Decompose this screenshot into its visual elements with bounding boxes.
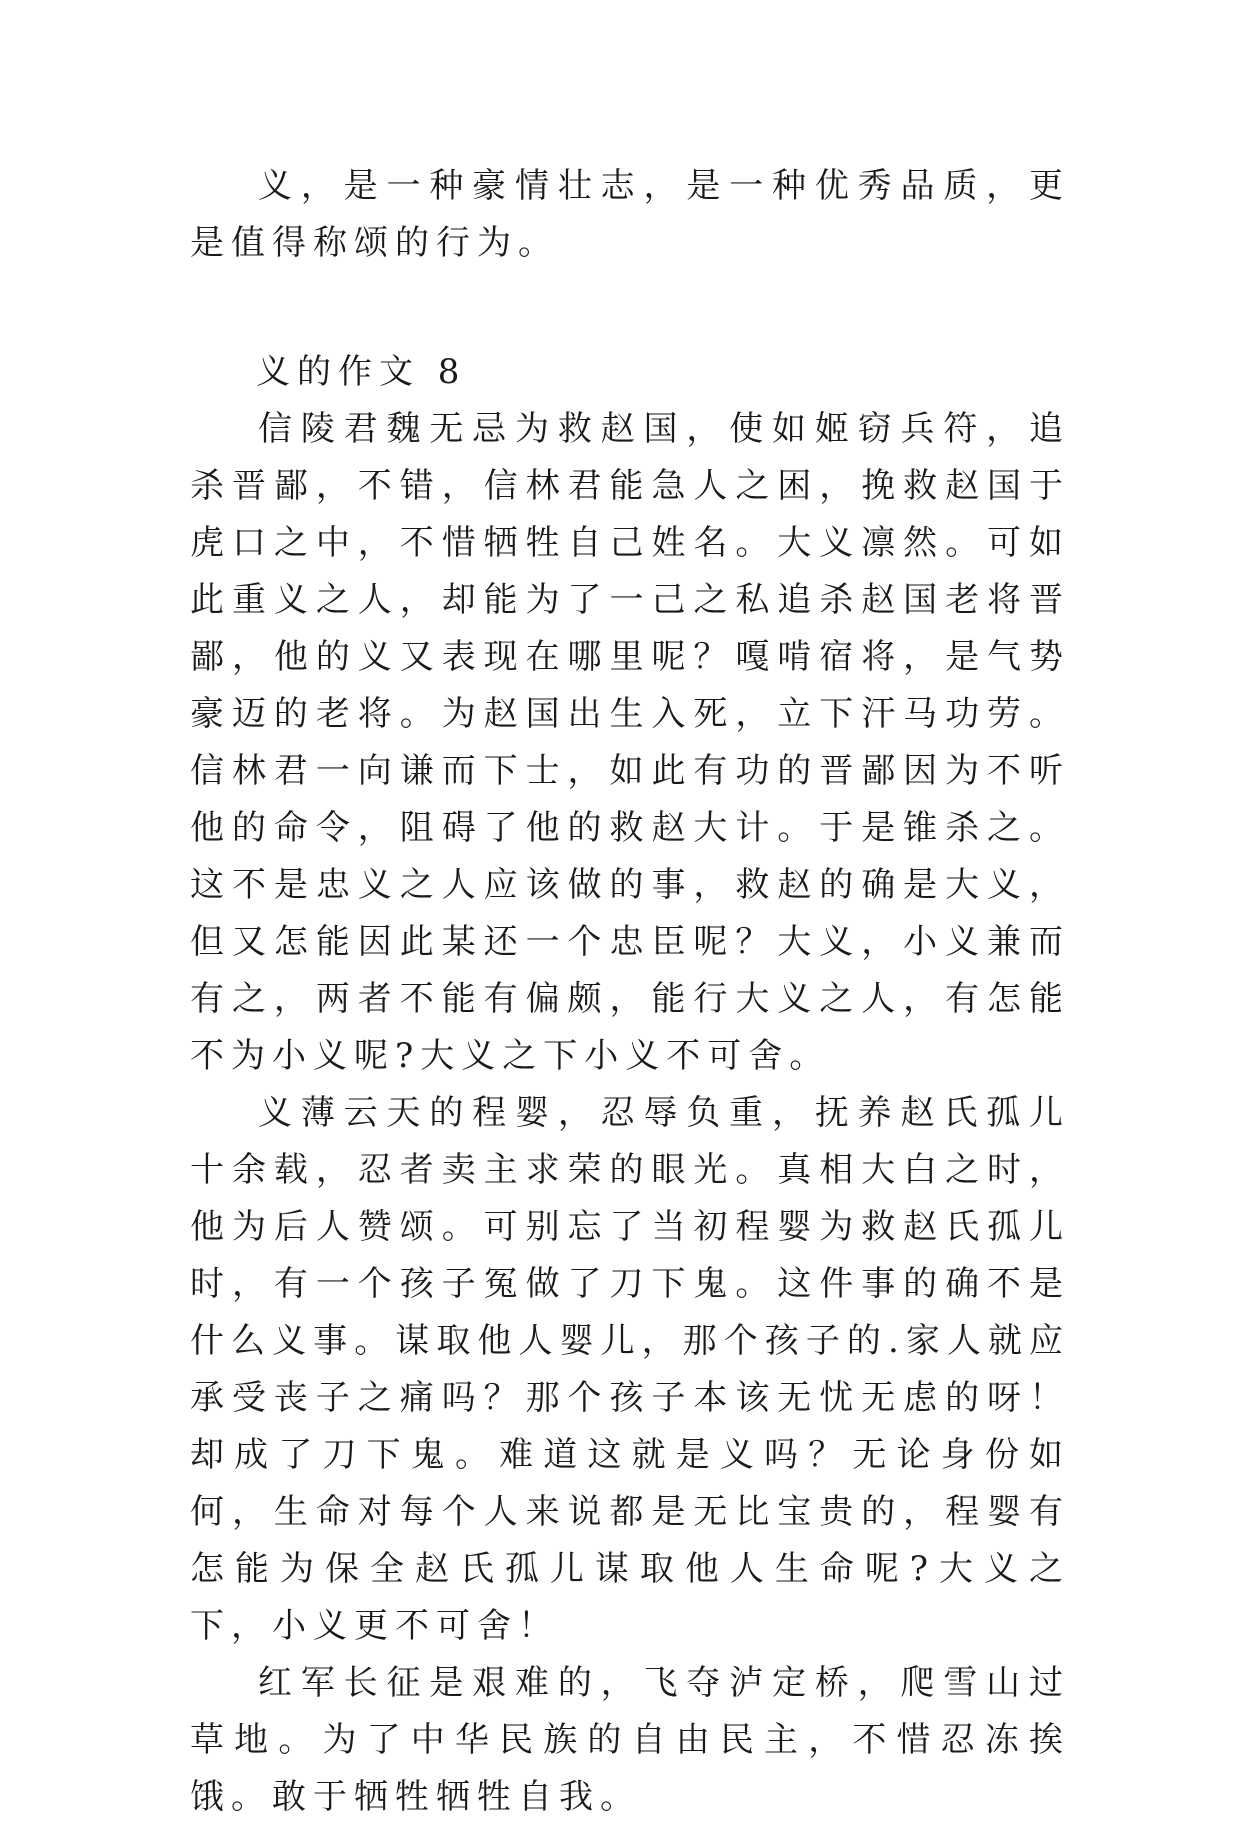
essay-paragraph: 红军长征是艰难的，飞夺泸定桥，爬雪山过草地。为了中华民族的自由民主，不惜忍冻挨饿。敢于牺牲牺牲自我。 bbox=[190, 1663, 1070, 1817]
essay-paragraph: 信陵君魏无忌为救赵国，使如姬窃兵符，追杀晋鄙，不错，信林君能急人之困，挽救赵国于虎口之中，不惜牺牲自己姓名。大义凛然。可如此重义之人，却能为了一己之私追杀赵国老将晋鄙，他的义又表现在哪里呢？嘎啃宿将，是气势豪迈的老将。为赵国出生入死，立下汗马功劳。信林君一向谦而下士，如此有功的晋鄙因为不听他的命令，阻碍了他的救赵大计。于是锥杀之。这不是忠义之人应该做的事，救赵的确是大义，但又怎能因此某还一个忠臣呢？大义，小义兼而有之，两者不能有偏颇，能行大义之人，有怎能不为小义呢?大义之下小义不可舍。 bbox=[190, 409, 1070, 1076]
intro-paragraph-text: 义，是一种豪情壮志，是一种优秀品质，更是值得称颂的行为。 bbox=[190, 166, 1070, 263]
essay-paragraph: 义薄云天的程婴，忍辱负重，抚养赵氏孤儿十余载，忍者卖主求荣的眼光。真相大白之时，他为后人赞颂。可别忘了当初程婴为救赵氏孤儿时，有一个孩子冤做了刀下鬼。这件事的确不是什么义事。谋取他人婴儿，那个孩子的.家人就应承受丧子之痛吗？那个孩子本该无忧无虑的呀！却成了刀下鬼。难道这就是义吗？无论身份如何，生命对每个人来说都是无比宝贵的，程婴有怎能为保全赵氏孤儿谋取他人生命呢?大义之下，小义更不可舍！ bbox=[190, 1093, 1070, 1646]
intro-paragraph bbox=[190, 158, 1070, 272]
section-heading: 义的作文 8 bbox=[256, 352, 467, 392]
essay-body bbox=[190, 401, 1070, 1826]
